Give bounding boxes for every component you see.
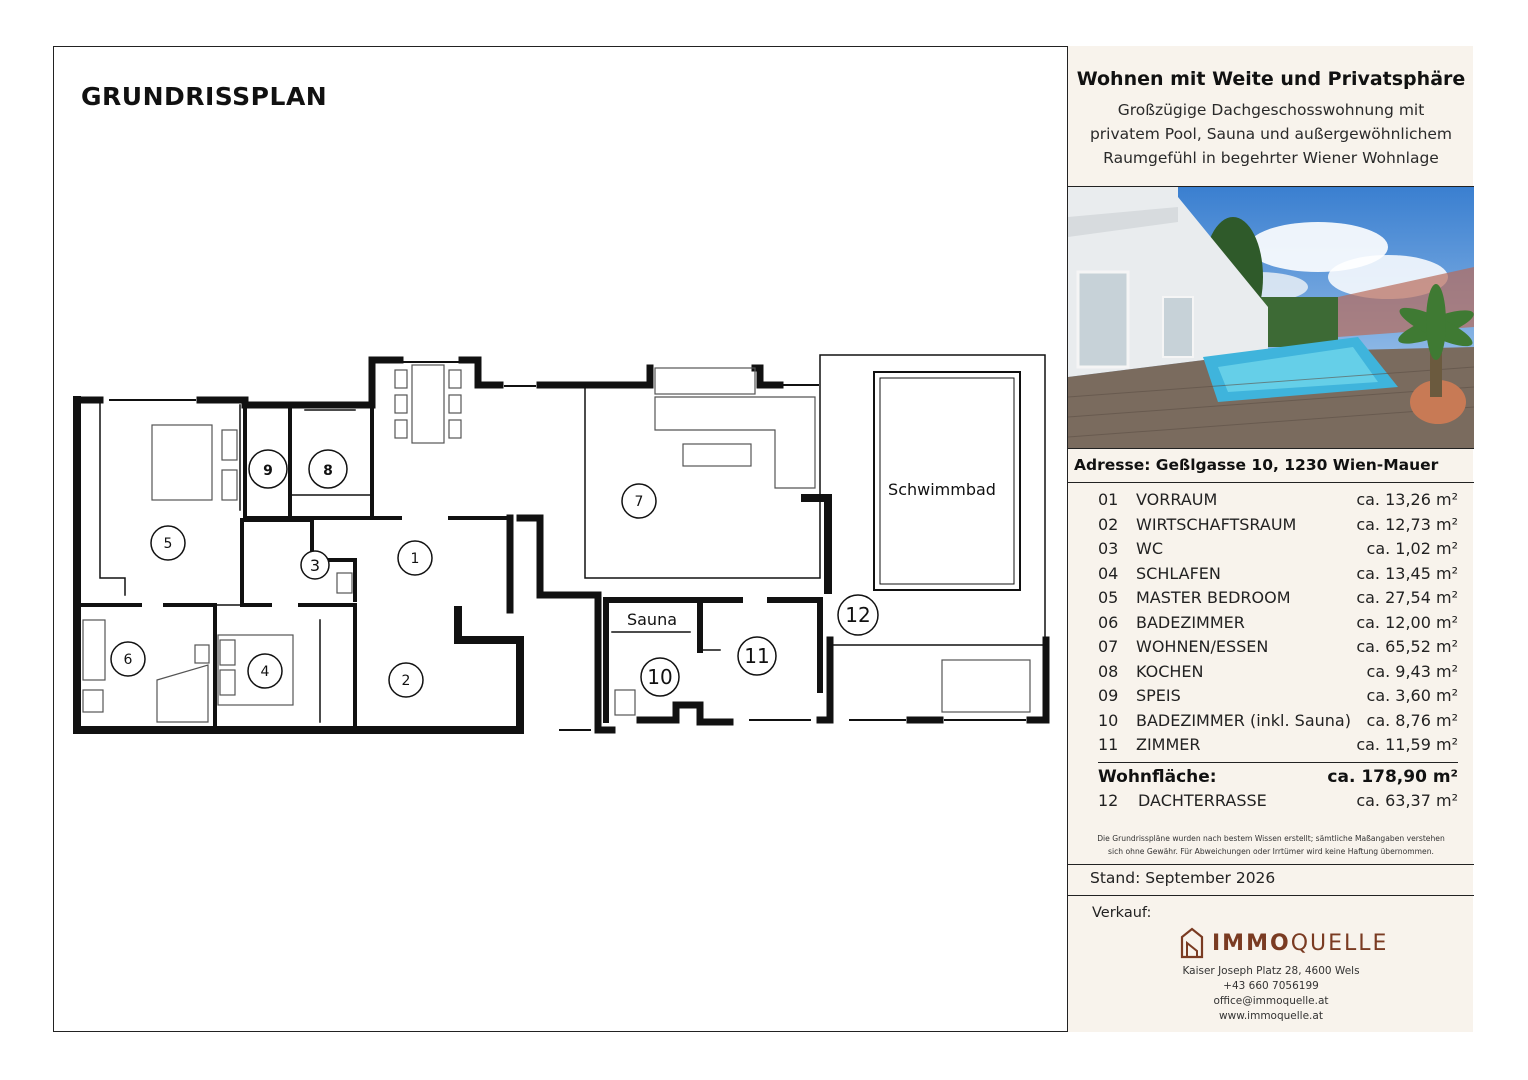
room-name: BADEZIMMER (1136, 612, 1245, 632)
room-no: 10 (1098, 710, 1119, 730)
listing-title: Wohnen mit Weite und Privatsphäre (1076, 68, 1466, 90)
room-number-7: 7 (634, 494, 644, 510)
divider (1068, 895, 1474, 896)
contact-email[interactable]: office@immoquelle.at (1213, 995, 1329, 1007)
wall-outer-left (77, 400, 520, 730)
room-row (1098, 515, 1458, 540)
subtitle-line: Raumgefühl in begehrter Wiener Wohnlage (1103, 149, 1439, 167)
room-row (1098, 711, 1458, 736)
divider (1068, 864, 1474, 865)
room-no: 11 (1098, 735, 1119, 754)
room-name: WIRTSCHAFTSRAUM (1136, 514, 1297, 534)
room-no: 03 (1098, 539, 1119, 558)
living-area-total (1098, 762, 1458, 791)
room-row (1098, 564, 1458, 589)
room-no: 05 (1098, 588, 1119, 607)
room-number-1: 1 (410, 551, 420, 567)
room-row (1098, 539, 1458, 564)
room-number-2: 2 (401, 673, 411, 689)
wall-top-mid (372, 360, 780, 405)
terrace-row (1098, 791, 1458, 816)
room-area: ca. 1,02 m² (1366, 539, 1458, 558)
room-no: 07 (1098, 637, 1119, 656)
property-photo (1068, 186, 1474, 449)
room-no: 09 (1098, 686, 1119, 705)
room-number-6: 6 (123, 652, 133, 668)
room-area: ca. 12,73 m² (1356, 514, 1458, 534)
logo-text-rest: QUELLE (1290, 930, 1389, 956)
house-logo-icon (1180, 927, 1204, 959)
room-number-3: 3 (309, 556, 321, 575)
room-no: 04 (1098, 563, 1119, 583)
stand-date: Stand: September 2026 (1090, 869, 1276, 887)
room-no: 08 (1098, 661, 1119, 681)
room-name: DACHTERRASSE (1138, 790, 1267, 810)
contact-info (1068, 964, 1474, 1024)
room-number-10: 10 (647, 665, 673, 689)
room-row (1098, 662, 1458, 687)
room-name: VORRAUM (1136, 490, 1218, 509)
logo-text (1212, 931, 1388, 956)
sauna-label: Sauna (626, 610, 678, 629)
room-area: ca. 9,43 m² (1366, 661, 1458, 681)
company-logo (1180, 926, 1388, 960)
room-name: WOHNEN/ESSEN (1136, 637, 1269, 656)
room-list (1098, 490, 1458, 815)
room-name: KOCHEN (1136, 661, 1204, 681)
plan-title: GRUNDRISSPLAN (81, 82, 328, 111)
disclaimer-line: sich ohne Gewähr. Für Abweichungen oder Irrtümer wird keine Haftung übernommen. (1108, 847, 1434, 856)
room-number-4: 4 (260, 664, 270, 680)
total-value: ca. 178,90 m² (1327, 766, 1458, 787)
room-area: ca. 3,60 m² (1366, 686, 1458, 705)
room-row (1098, 637, 1458, 662)
total-label: Wohnfläche: (1098, 766, 1217, 787)
room-area: ca. 12,00 m² (1356, 612, 1458, 632)
room-area: ca. 65,52 m² (1356, 637, 1458, 656)
room-number-8: 8 (323, 463, 333, 479)
contact-address: Kaiser Joseph Platz 28, 4600 Wels (1182, 965, 1360, 977)
room-no: 02 (1098, 514, 1119, 534)
room-area: ca. 13,26 m² (1356, 490, 1458, 509)
furniture (83, 365, 1030, 722)
room-numbers (124, 463, 871, 689)
room-row (1098, 613, 1458, 638)
logo-text-bold: IMMO (1212, 930, 1291, 956)
divider (1068, 482, 1474, 483)
disclaimer-line: Die Grundrisspläne wurden nach bestem Wissen erstellt; sämtliche Maßangaben verstehen (1097, 834, 1445, 843)
room-name: SCHLAFEN (1136, 563, 1221, 583)
room-row (1098, 686, 1458, 711)
subtitle-line: privatem Pool, Sauna und außergewöhnlichem (1089, 125, 1453, 143)
listing-subtitle (1081, 98, 1461, 170)
verkauf-label: Verkauf: (1092, 905, 1152, 921)
walls-interior (77, 405, 505, 730)
room-name: ZIMMER (1136, 735, 1201, 754)
contact-phone: +43 660 7056199 (1223, 980, 1319, 992)
room-no: 06 (1098, 612, 1119, 632)
property-address: Adresse: Geßlgasse 10, 1230 Wien-Mauer (1074, 456, 1439, 474)
room-area: ca. 8,76 m² (1366, 710, 1458, 730)
room-row (1098, 490, 1458, 515)
room-area: ca. 13,45 m² (1356, 563, 1458, 583)
room-name: MASTER BEDROOM (1136, 588, 1291, 607)
room-number-12: 12 (845, 603, 871, 627)
wall-left-top (77, 360, 400, 405)
room-number-11: 11 (744, 644, 770, 668)
room-area: ca. 27,54 m² (1356, 588, 1458, 607)
sidebar (1067, 46, 1473, 1032)
wall-mid-right (805, 498, 828, 590)
contact-website[interactable]: www.immoquelle.at (1219, 1010, 1323, 1022)
disclaimer (1076, 832, 1466, 858)
room-number-5: 5 (163, 536, 173, 552)
room-area: ca. 63,37 m² (1356, 790, 1458, 810)
room-name: WC (1136, 539, 1163, 558)
room-no: 01 (1098, 490, 1119, 509)
room-area: ca. 11,59 m² (1356, 735, 1458, 754)
windows (110, 362, 1025, 730)
pool-label: Schwimmbad (888, 480, 996, 499)
room-name: SPEIS (1136, 686, 1181, 705)
room-number-9: 9 (263, 463, 273, 479)
room-no: 12 (1098, 790, 1119, 810)
floor-plan (60, 340, 1060, 740)
room-row (1098, 735, 1458, 760)
sidebar-header (1068, 46, 1474, 186)
room-name: BADEZIMMER (inkl. Sauna) (1136, 710, 1351, 730)
room-row (1098, 588, 1458, 613)
subtitle-line: Großzügige Dachgeschosswohnung mit (1117, 101, 1425, 119)
